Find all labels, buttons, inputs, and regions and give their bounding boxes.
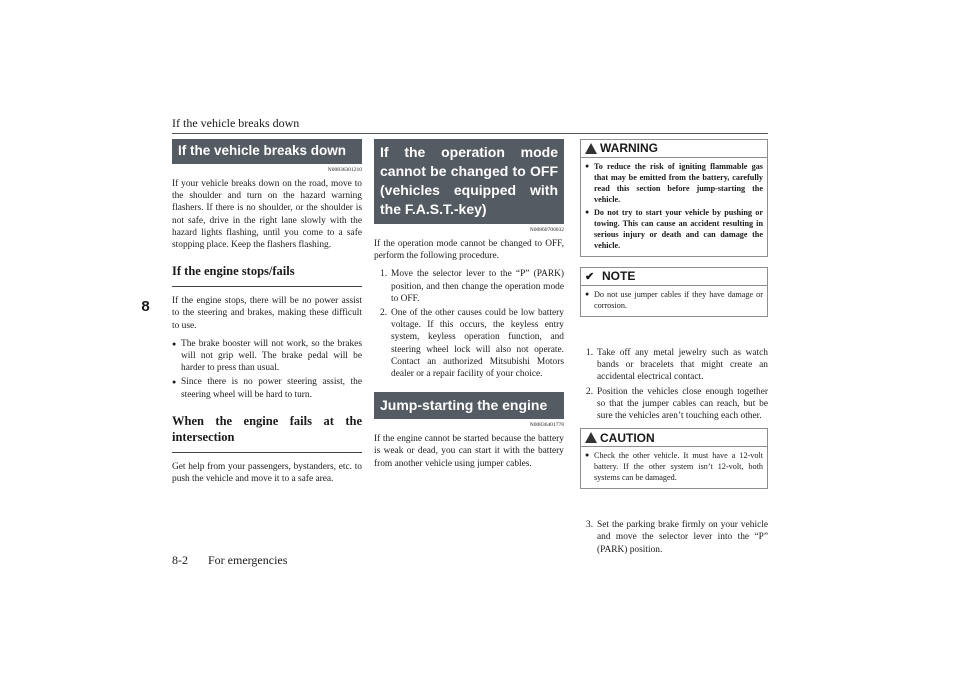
heading-operation-mode: If the operation mode cannot be changed to OFF (vehicles equipped with the F.A.S.T.-key) [374,139,564,224]
list-item: ● Do not try to start your vehicle by pushing or towing. This can cause an accident resulting in serious injury or death and can damage the vehicle. [585,207,763,251]
warning-label: WARNING [600,141,658,156]
step-number: 3. [586,520,594,531]
heading-engine-fails-intersection: When the engine fails at the intersection [172,407,362,453]
caution-box [580,428,768,489]
page-number: 8-2 [172,553,188,567]
step-text: Move the selector lever to the “P” (PARK) position, and then change the operation mode to OFF. [391,269,564,304]
warning-body [581,158,767,256]
list-item [380,307,564,380]
heading-vehicle-breaks-down: If the vehicle breaks down [172,139,362,164]
list-item: ● Check the other vehicle. It must have a 12-volt battery. If the other system isn’t 12-volt, both systems can be damaged. [585,450,763,483]
note-header [581,268,767,286]
step-number: 1. [380,269,388,280]
list-item: ● The brake booster will not work, so the brakes will not grip well. The brake pedal will be harder to press than usual. [172,338,362,375]
step-text: Position the vehicles close enough together so that the jumper cables can reach, but be sure the vehicles aren’t touching each other. [597,386,768,422]
step-text: Take off any metal jewelry such as watch bands or bracelets that might create an accidental electrical contact. [597,348,768,383]
list-item: ● To reduce the risk of igniting flammable gas that may be emitted from the battery, carefully read this section before jump-starting the vehicle. [585,161,763,205]
step-list [374,268,564,380]
doc-code: N00860700032 [529,227,564,233]
chapter-tab: 8 [137,296,154,318]
step-text: Set the parking brake firmly on your vehicle and move the selector lever into the “P” (PARK) position. [597,520,768,555]
paragraph: If the engine stops, there will be no power assist to the steering and brakes, making these difficult to use. [172,296,362,331]
note-box [580,267,768,317]
warning-box [580,139,768,257]
step-number: 2. [586,386,594,397]
caution-icon [585,432,597,443]
note-icon: ✔ [585,270,595,283]
note-label: NOTE [602,269,636,284]
doc-code: N00836301210 [327,167,362,173]
step-list [580,519,768,556]
page-footer [172,553,287,568]
spacer [580,327,768,347]
spacer [580,499,768,519]
column-1 [172,139,362,491]
caution-header [581,429,767,447]
step-number: 2. [380,308,388,319]
list-item: ● Since there is no power steering assist, the steering wheel will be hard to turn. [172,376,362,400]
list-item: ● Do not use jumper cables if they have damage or corrosion. [585,289,763,311]
step-list [580,347,768,422]
section-name: For emergencies [208,553,288,567]
list-item [586,386,768,423]
paragraph: If the operation mode cannot be changed to OFF, perform the following procedure. [374,239,564,262]
heading-jump-starting: Jump-starting the engine [374,392,564,419]
warning-icon [585,143,597,154]
heading-engine-stops: If the engine stops/fails [172,257,362,287]
step-number: 1. [586,348,594,358]
paragraph: If your vehicle breaks down on the road, move to the shoulder and turn on the hazard warning flashers. If there is no shoulder, or the shoulder is not safe, drive in the right lane slowly with the hazard lights flashing, until you come to a safe stopping place. Keep the flashers flashing. [172,179,362,251]
list-item [586,347,768,384]
bullet-list [172,338,362,401]
paragraph: If the engine cannot be started because the battery is weak or dead, you can start it with the battery from another vehicle using jumper cables. [374,434,564,469]
warning-header [581,140,767,158]
note-body [581,286,767,316]
column-2 [374,139,564,476]
caution-label: CAUTION [600,430,655,445]
list-item [586,519,768,556]
page-header-title: If the vehicle breaks down [172,116,300,130]
header-divider [172,133,768,134]
step-text: One of the other causes could be low battery voltage. If this occurs, the keyless entry system, keyless operation function, and steering wheel lock will also not operate. Contact an authorized Mitsubishi Motors dealer or a repair facility of your choice. [391,308,564,380]
column-3 [580,139,768,562]
doc-code: N00836401778 [529,422,564,429]
list-item [380,268,564,305]
caution-body [581,447,767,488]
paragraph: Get help from your passengers, bystanders, etc. to push the vehicle and move it to a safe area. [172,461,362,485]
